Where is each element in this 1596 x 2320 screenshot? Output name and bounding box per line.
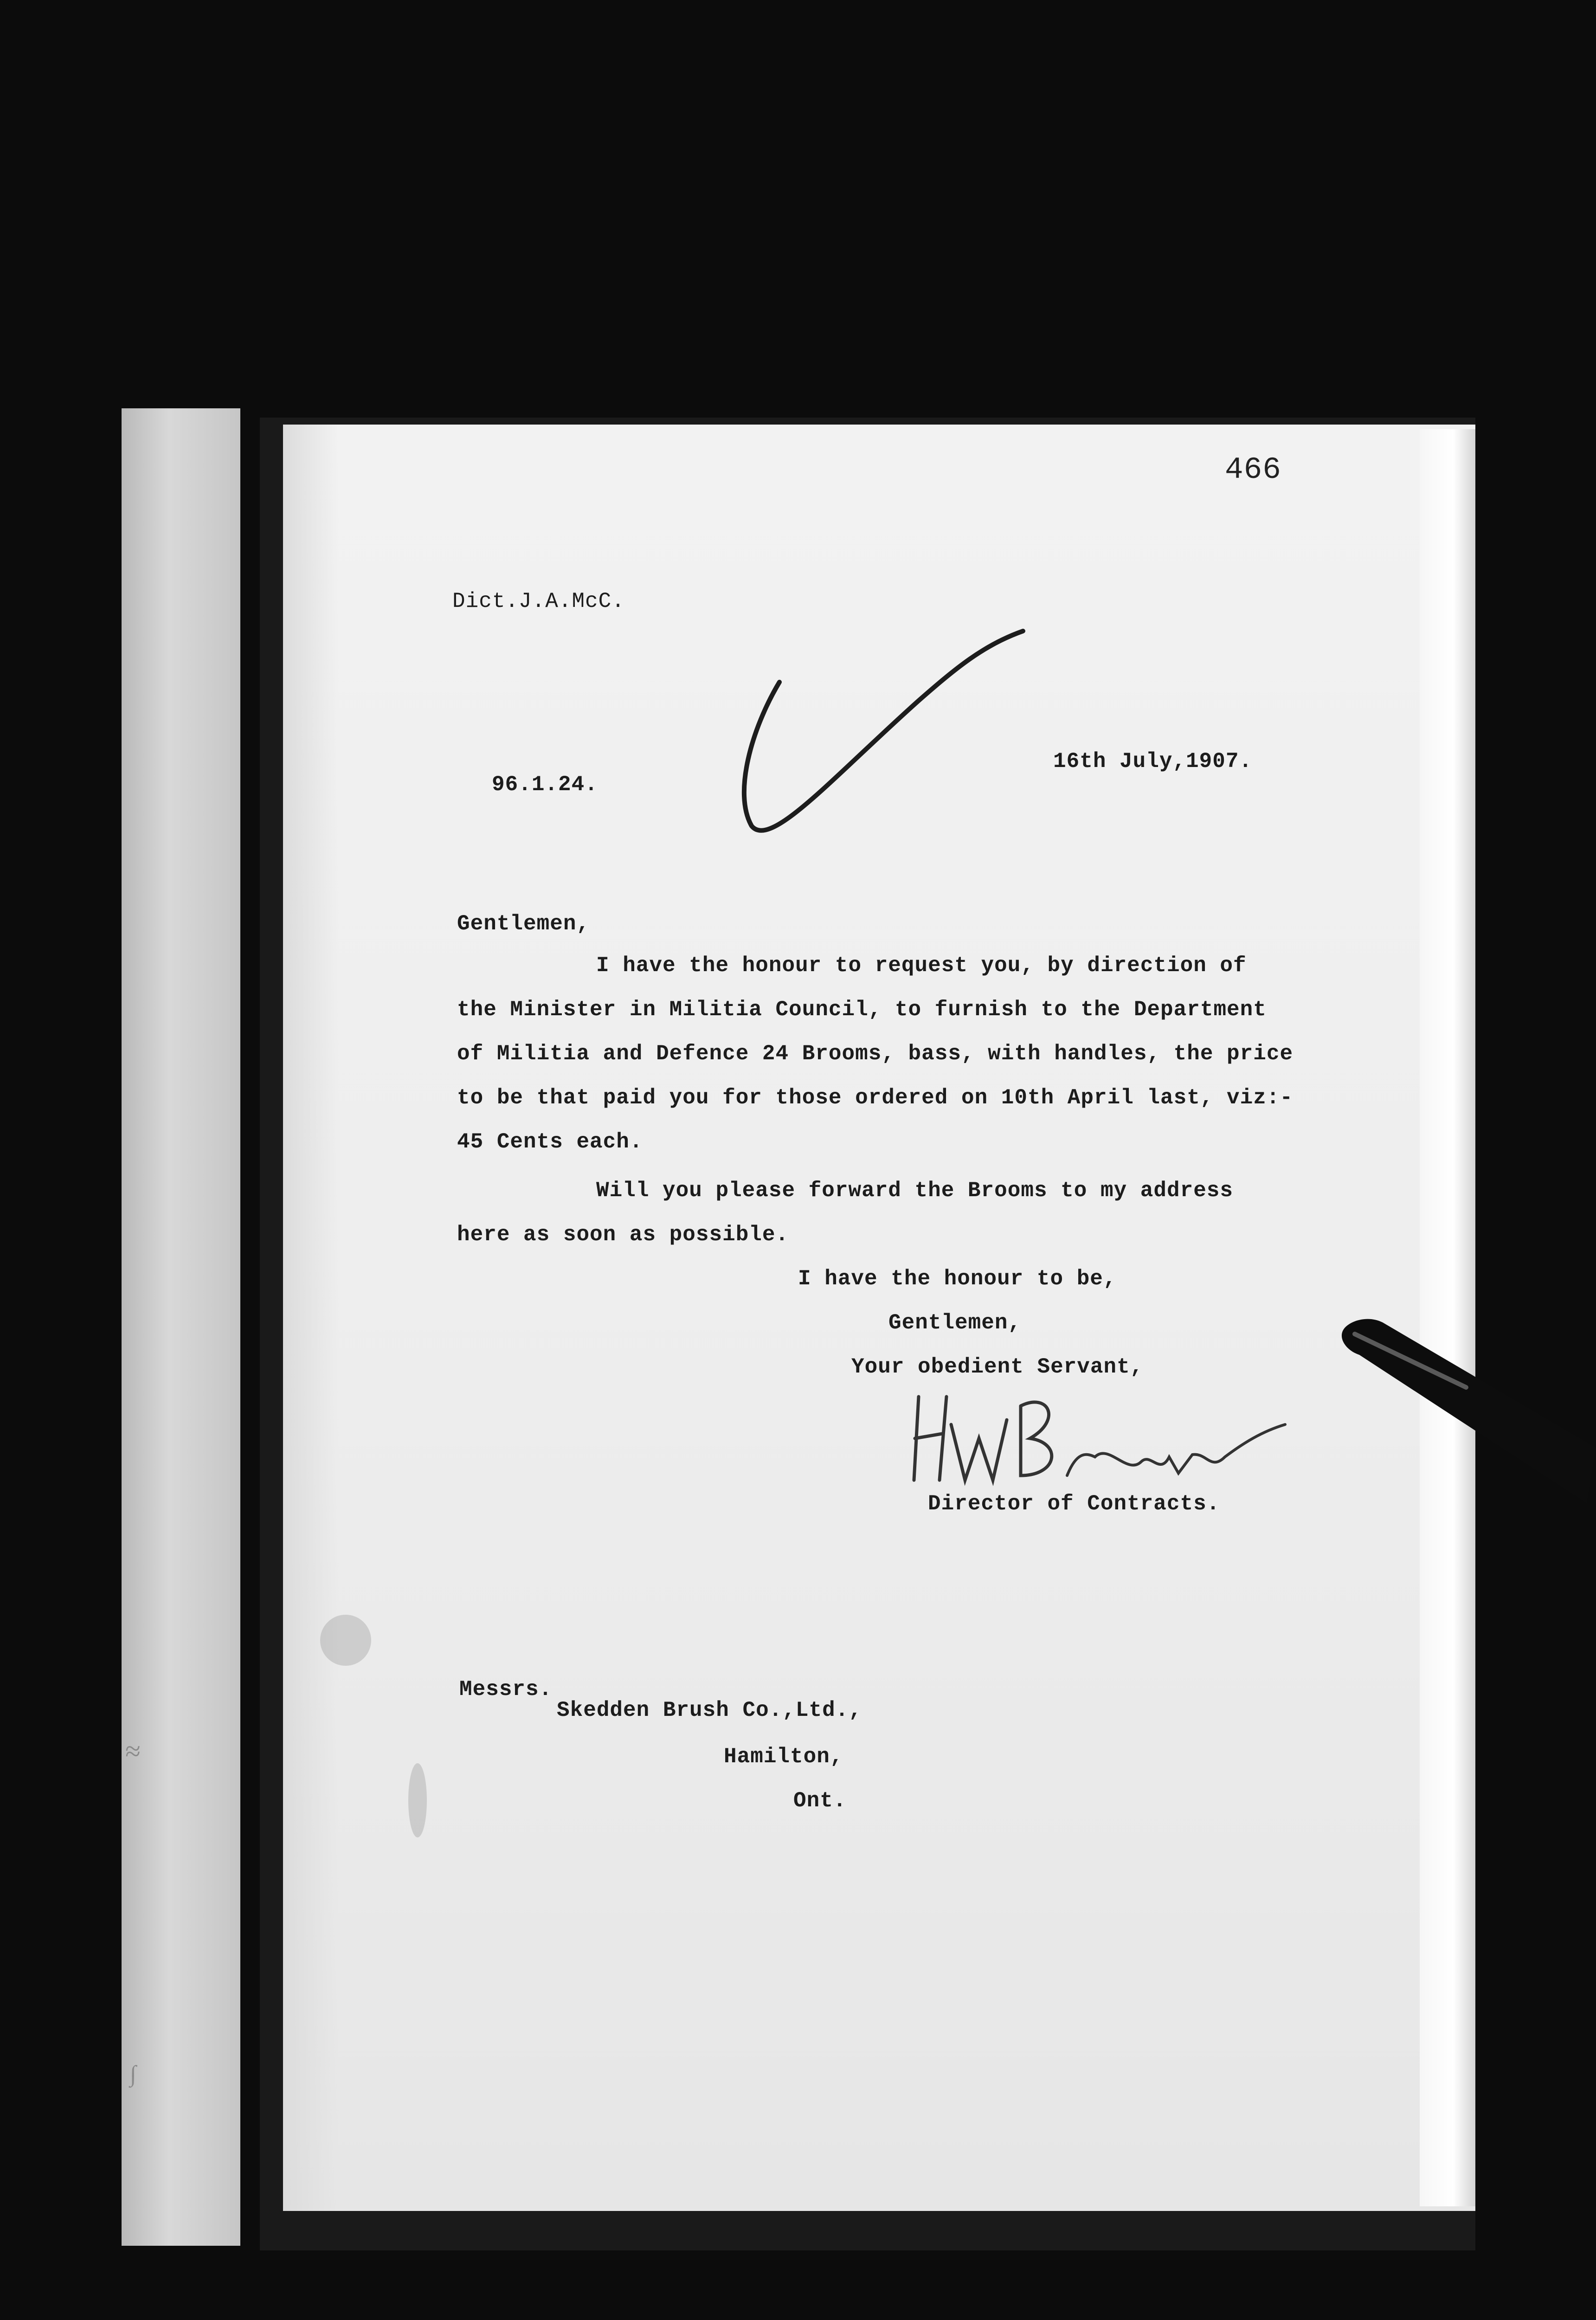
addressee-line: Skedden Brush Co.,Ltd., <box>557 1698 862 1722</box>
backing-mark: ∫ <box>130 2061 136 2087</box>
backing-mark: ≈ <box>125 1736 141 1766</box>
check-mark-icon <box>724 622 1039 863</box>
handwritten-signature <box>909 1387 1290 1499</box>
body-line: Will you please forward the Brooms to my address <box>596 1179 1234 1203</box>
addressee-line: Hamilton, <box>724 1745 843 1769</box>
dictation-initials: Dict.J.A.McC. <box>452 589 625 613</box>
body-line: 45 Cents each. <box>457 1130 643 1154</box>
salutation: Gentlemen, <box>457 912 590 936</box>
signatory-title: Director of Contracts. <box>928 1492 1220 1516</box>
smudge <box>408 1763 427 1837</box>
body-line: here as soon as possible. <box>457 1223 789 1247</box>
body-line: to be that paid you for those ordered on 10th April last, viz:- <box>457 1086 1294 1110</box>
body-line: the Minister in Militia Council, to furnish to the Department <box>457 998 1267 1022</box>
body-line: I have the honour to request you, by direction of <box>596 954 1247 978</box>
addressee-line: Ont. <box>793 1789 847 1813</box>
body-line: of Militia and Defence 24 Brooms, bass, with handles, the price <box>457 1042 1294 1066</box>
pen <box>1327 1308 1596 1531</box>
backing-board <box>122 408 240 2246</box>
closing-line: Your obedient Servant, <box>851 1355 1144 1379</box>
addressee-line: Messrs. <box>459 1677 553 1701</box>
page-number: 466 <box>1225 452 1281 487</box>
smudge <box>320 1615 371 1666</box>
closing-line: I have the honour to be, <box>798 1267 1117 1291</box>
closing-line: Gentlemen, <box>888 1311 1022 1335</box>
letter-date: 16th July,1907. <box>1053 749 1253 773</box>
reference-number: 96.1.24. <box>492 773 598 797</box>
